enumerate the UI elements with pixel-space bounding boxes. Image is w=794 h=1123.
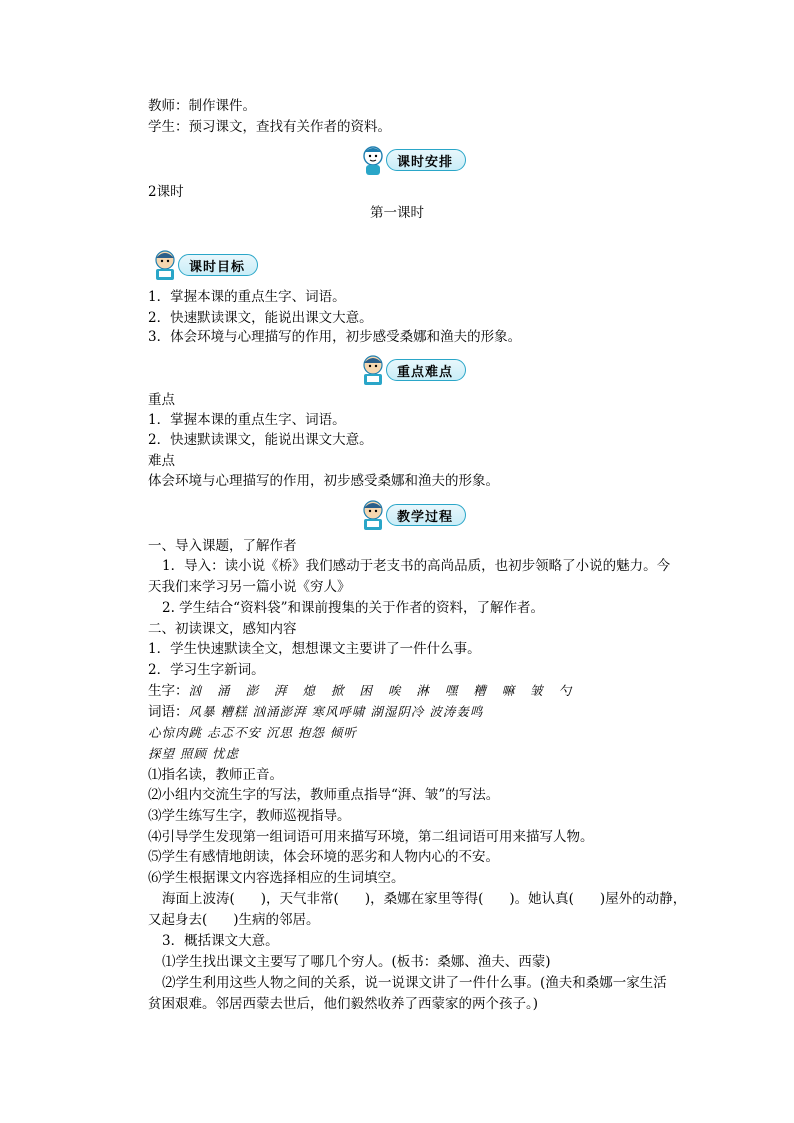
banner-key-label: 重点难点: [386, 359, 466, 381]
key-item-2: 2．快速默读课文，能说出课文大意。: [148, 432, 373, 448]
step-2: ⑵小组内交流生字的写法，教师重点指导“湃、皱”的写法。: [148, 787, 500, 803]
section-2-heading: 二、初读课文，感知内容: [148, 621, 297, 637]
step-5: ⑸学生有感情地朗读，体会环境的恶劣和人物内心的不安。: [148, 849, 499, 865]
section-2-item-3: 3．概括课文大意。: [162, 933, 279, 949]
goal-2: 2．快速默读课文，能说出课文大意。: [148, 310, 373, 326]
difficult-text: 体会环境与心理描写的作用，初步感受桑娜和渔夫的形象。: [148, 473, 499, 489]
new-words-3: 探望 照顾 忧虑: [148, 746, 239, 761]
new-words-1: 风暴 糟糕 汹涌澎湃 寒风呼啸 湖湿阴冷 波涛轰鸣: [188, 704, 484, 719]
step-3: ⑶学生练写生字，教师巡视指导。: [148, 808, 351, 824]
fill-in-sentence-2: 又起身去( )生病的邻居。: [148, 912, 320, 928]
banner-goals: [148, 250, 258, 280]
goal-3: 3．体会环境与心理描写的作用，初步感受桑娜和渔夫的形象。: [148, 329, 522, 345]
section-1-item-1a: 1．导入：读小说《桥》我们感动于老支书的高尚品质，也初步领略了小说的魅力。今: [162, 558, 671, 574]
difficult-label: 难点: [148, 453, 175, 469]
schedule-text: 2课时: [148, 184, 184, 200]
step-4: ⑷引导学生发现第一组词语可用来描写环境，第二组词语可用来描写人物。: [148, 829, 594, 845]
fill-in-sentence-1: 海面上波涛( )，天气非常( )，桑娜在家里等得( )。她认真( )屋外的动静，: [162, 891, 687, 907]
question-2b: 贫困艰难。邻居西蒙去世后，他们毅然收养了西蒙家的两个孩子。): [148, 996, 539, 1012]
prep-student: 学生：预习课文，查找有关作者的资料。: [148, 119, 391, 135]
banner-schedule-label: 课时安排: [386, 149, 466, 171]
mascot-icon: [148, 248, 182, 282]
banner-process: [356, 500, 466, 530]
mascot-icon: [356, 353, 390, 387]
step-6: ⑹学生根据课文内容选择相应的生词填空。: [148, 870, 405, 886]
banner-schedule: [356, 145, 466, 175]
prep-teacher: 教师：制作课件。: [148, 98, 256, 114]
section-1-item-2: 2. 学生结合“资料袋”和课前搜集的关于作者的资料，了解作者。: [162, 600, 544, 616]
key-item-1: 1．掌握本课的重点生字、词语。: [148, 412, 346, 428]
new-words-row: [148, 703, 483, 721]
new-chars: 汹 涌 澎 湃 熄 掀 困 唉 淋 嘿 糟 嘛 皱 勺: [188, 683, 578, 698]
goal-1: 1．掌握本课的重点生字、词语。: [148, 289, 346, 305]
new-chars-label: 生字：: [148, 683, 189, 699]
mascot-icon: [356, 143, 390, 177]
section-2-item-1: 1．学生快速默读全文，想想课文主要讲了一件什么事。: [148, 641, 481, 657]
question-2a: ⑵学生利用这些人物之间的关系，说一说课文讲了一件什么事。(渔夫和桑娜一家生活: [162, 975, 667, 991]
banner-process-label: 教学过程: [386, 504, 466, 526]
step-1: ⑴指名读，教师正音。: [148, 767, 283, 783]
banner-key: [356, 355, 466, 385]
section-2-item-2: 2．学习生字新词。: [148, 662, 265, 678]
new-words-label: 词语：: [148, 704, 189, 720]
section-1-item-1b: 天我们来学习另一篇小说《穷人》: [148, 579, 351, 595]
mascot-icon: [356, 498, 390, 532]
section-1-heading: 一、导入课题，了解作者: [148, 538, 297, 554]
question-1: ⑴学生找出课文主要写了哪几个穷人。(板书：桑娜、渔夫、西蒙): [162, 954, 551, 970]
lesson-title: 第一课时: [370, 205, 424, 221]
banner-goals-label: 课时目标: [178, 254, 258, 276]
new-words-2: 心惊肉跳 忐忑不安 沉思 抱怨 倾听: [148, 725, 357, 740]
key-label: 重点: [148, 392, 175, 408]
new-chars-row: [148, 682, 577, 700]
